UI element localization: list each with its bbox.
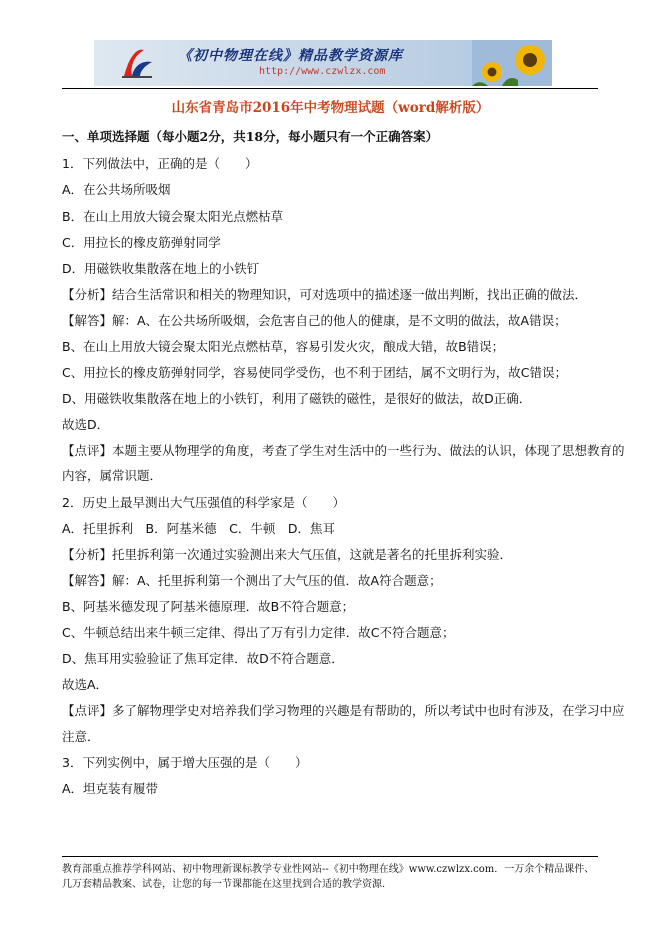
question-1: 1．下列做法中，正确的是（ ） xyxy=(62,156,258,171)
comment-2-line2: 注意． xyxy=(62,729,100,744)
header-rule xyxy=(62,88,598,89)
answer-2-b: B、阿基米德发现了阿基米德原理．故B不符合题意； xyxy=(62,599,355,614)
answer-2-a: 【解答】解：A、托里拆利第一个测出了大气压的值．故A符合题意； xyxy=(62,573,442,588)
banner-title: 《初中物理在线》精品教学资源库 xyxy=(178,48,403,64)
sunflower-decoration-icon xyxy=(472,40,552,86)
analysis-1: 【分析】结合生活常识和相关的物理知识，可对选项中的描述逐一做出判断，找出正确的做法． xyxy=(62,287,588,302)
document-title: 山东省青岛市2016年中考物理试题（word解析版） xyxy=(171,100,490,116)
choice-2: 故选A． xyxy=(62,677,109,692)
option-3a: A．坦克装有履带 xyxy=(62,781,159,796)
answer-1-c: C、用拉长的橡皮筋弹射同学，容易使同学受伤，也不利于团结，属不文明行为，故C错误； xyxy=(62,365,567,380)
answer-2-d: D、焦耳用实验验证了焦耳定律．故D不符合题意． xyxy=(62,651,344,666)
comment-1-line2: 内容，属常识题． xyxy=(62,468,163,483)
analysis-2: 【分析】托里拆利第一次通过实验测出来大气压值，这就是著名的托里拆利实验． xyxy=(62,547,513,562)
answer-1-a: 【解答】解：A、在公共场所吸烟，会危害自己的他人的健康，是不文明的做法，故A错误； xyxy=(62,313,567,328)
option-1b: B．在山上用放大镜会聚太阳光点燃枯草 xyxy=(62,209,284,224)
site-logo-icon xyxy=(120,46,154,80)
banner-url[interactable]: http://www.czwlzx.com xyxy=(259,66,386,77)
option-1c: C．用拉长的橡皮筋弹射同学 xyxy=(62,235,221,250)
answer-1-b: B、在山上用放大镜会聚太阳光点燃枯草，容易引发火灾，酿成大错，故B错误； xyxy=(62,339,505,354)
options-2: A．托里拆利 B．阿基米德 C．牛顿 D．焦耳 xyxy=(62,521,335,536)
section-heading: 一、单项选择题（每小题2分，共18分，每小题只有一个正确答案） xyxy=(62,129,439,144)
option-1d: D．用磁铁收集散落在地上的小铁钉 xyxy=(62,261,260,276)
header-banner xyxy=(94,40,552,86)
question-3: 3．下列实例中，属于增大压强的是（ ） xyxy=(62,755,308,770)
choice-1: 故选D． xyxy=(62,417,110,432)
footer-rule xyxy=(62,856,598,857)
answer-1-d: D、用磁铁收集散落在地上的小铁钉，利用了磁铁的磁性，是很好的做法，故D正确． xyxy=(62,391,532,406)
comment-2-line1: 【点评】多了解物理学史对培养我们学习物理的兴趣是有帮助的，所以考试中也时有涉及，在学习中应 xyxy=(62,703,625,718)
footer-line-2: 几万套精品教案、试卷，让您的每一节课都能在这里找到合适的教学资源． xyxy=(62,879,392,890)
option-1a: A．在公共场所吸烟 xyxy=(62,182,171,197)
answer-2-c: C、牛顿总结出来牛顿三定律、得出了万有引力定律．故C不符合题意； xyxy=(62,625,455,640)
footer-line-1: 教育部重点推荐学科网站、初中物理新课标教学专业性网站--《初中物理在线》www.czwlzx.com．一万余个精品课件、 xyxy=(62,864,595,875)
comment-1-line1: 【点评】本题主要从物理学的角度，考查了学生对生活中的一些行为、做法的认识，体现了思想教育的 xyxy=(62,443,625,458)
question-2: 2．历史上最早测出大气压强值的科学家是（ ） xyxy=(62,495,345,510)
page-footer xyxy=(62,862,602,892)
